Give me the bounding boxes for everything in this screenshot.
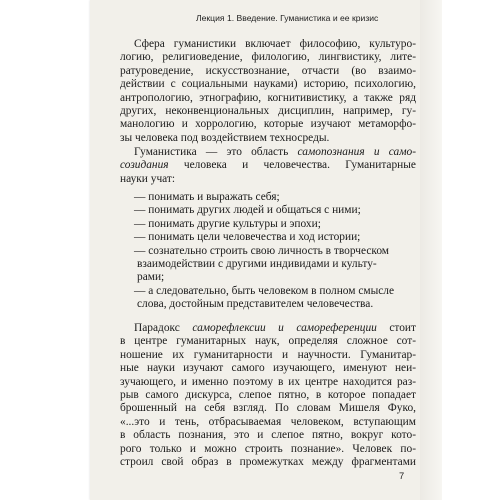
list-item-continuation: взаимодействии с другими индивидами и культу- [137,258,377,271]
italic-term: самопознания и само- [297,146,416,158]
text-span: Гуманистика — это область [134,146,298,158]
page-number: 7 [399,470,405,481]
list-item: — понимать и выражать себя; [134,191,280,203]
text-line: рыв самого дискурса, слепое пятно, в которое попадает [120,389,416,402]
list-item: — понимать цели человечества и ход истории; [134,231,361,244]
text-span: Парадокс [134,322,193,334]
text-line: «...это и тень, отбрасываемая человеком, вступающим [120,415,416,428]
text-line: рого только и можно строить познание». Человек по- [120,442,416,455]
italic-term: созидания [120,159,169,172]
text-line [120,322,416,335]
text-line: ратуроведение, искусствознание, отчасти (во взаимо- [120,64,416,77]
list-item-continuation: рами; [137,271,165,284]
list-item: — понимать другие культуры и эпохи; [134,217,321,230]
text-line: антропологию, этнографию, когнитивистику, а также ряд [120,91,416,104]
text-line: манологию и хоррологию, которые изучают метаморфо- [120,118,416,131]
running-head: Лекция 1. Введение. Гуманистика и ее кризис [196,13,379,23]
text-line: в центре гуманитарных наук, определяя сложное сот- [120,335,416,348]
text-line: ношение их гуманитарности и научности. Гуманитар- [120,348,416,361]
text-line: Сфера гуманистики включает философию, культуро- [134,38,416,50]
text-line: строил свой образ в промежутках между фрагментами [120,456,416,469]
text-line: ные науки изучают самого изучающего, именуют неи- [120,362,416,375]
text-line [120,146,416,159]
text-line: науки учат: [120,172,176,185]
list-item: — сознательно строить свою личность в творческом [134,244,390,257]
text-line: зы человека под воздействием техносреды. [120,131,330,144]
text-line [120,159,416,172]
paragraph-self-reflection-paradox [120,322,416,469]
text-span: человека и человечества. Гуманитарные [168,159,416,172]
text-line: логию, религиоведение, филологию, лингвистику, лите- [120,51,416,64]
text-line: зучающего, и именно поэтому в их центре находится раз- [120,375,416,388]
paragraph-humanistics-definition [120,146,416,186]
text-line: брошенный на себя взгляд. По словам Мишеля Фуко, [120,402,416,415]
list-item: — а следовательно, быть человеком в полном смысле [134,284,395,297]
page-edge [420,0,442,500]
paragraph-scope-of-humanities [120,38,416,145]
text-line: других, неконвенциональных дисциплин, например, гу- [120,105,416,118]
text-line: действии с социальными науками) историю, психологию, [120,78,416,91]
bullet-list [120,191,416,312]
italic-term: саморефлексии и самореференции [192,322,377,334]
text-line: в область познания, это и слепое пятно, вокруг кото- [120,429,416,442]
list-item: — понимать других людей и общаться с ними; [134,204,361,217]
text-span: стоит [376,322,416,334]
list-item-continuation: слова, достойным представителем человечества. [137,298,374,311]
